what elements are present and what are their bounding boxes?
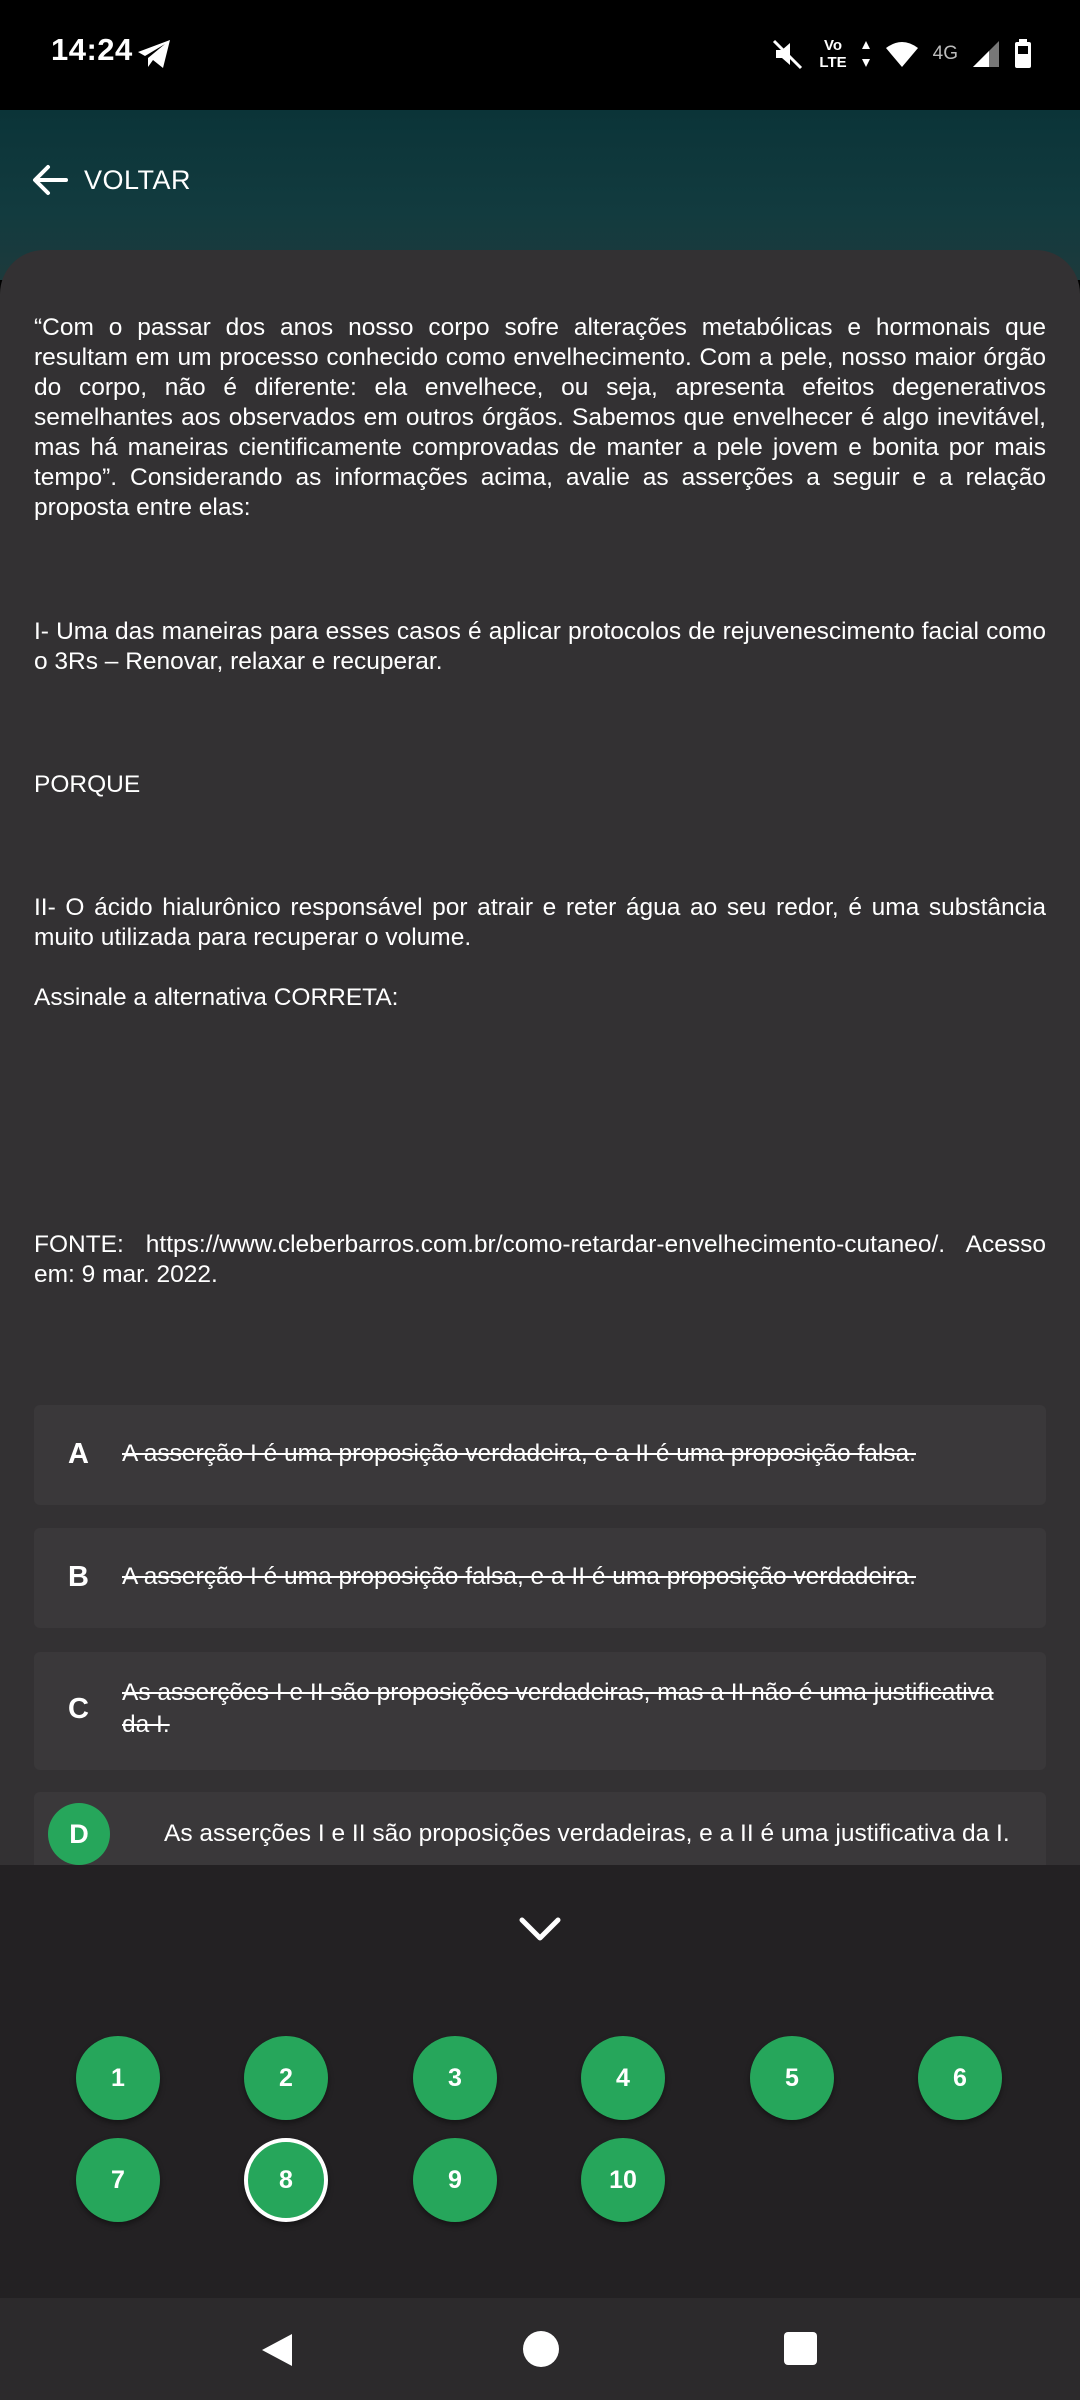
option-c[interactable] — [34, 1652, 1046, 1770]
option-letter: B — [68, 1561, 89, 1593]
option-letter-selected: D — [48, 1803, 110, 1865]
volte-bottom: LTE — [819, 54, 847, 71]
question-button-1[interactable]: 1 — [76, 2036, 160, 2120]
question-nav-panel — [0, 1865, 1080, 2298]
option-b[interactable] — [34, 1528, 1046, 1628]
option-text: A asserção I é uma proposição falsa, e a II é uma proposição verdadeira. — [122, 1563, 916, 1590]
assertion-2: II- O ácido hialurônico responsável por atrair e reter água ao seu redor, é uma substância muito utilizada para recuperar o volume. — [34, 894, 1046, 951]
question-card — [0, 250, 1080, 1865]
network-type: 4G — [932, 43, 958, 64]
question-button-8-current[interactable]: 8 — [244, 2138, 328, 2222]
status-icons — [771, 32, 1032, 76]
question-button-7[interactable]: 7 — [76, 2138, 160, 2222]
back-button[interactable] — [30, 150, 191, 210]
source-text: FONTE: https://www.cleberbarros.com.br/como-retardar-envelhecimento-cutaneo/. Acesso em: 9 mar. 2022. — [34, 1231, 1046, 1288]
assertion-1: I- Uma das maneiras para esses casos é aplicar protocolos de rejuvenescimento facial como o 3Rs – Renovar, relaxar e recuperar. — [34, 618, 1046, 675]
system-recents-icon[interactable] — [784, 2332, 817, 2365]
option-d[interactable] — [34, 1792, 1046, 1865]
question-button-4[interactable]: 4 — [581, 2036, 665, 2120]
question-button-5[interactable]: 5 — [750, 2036, 834, 2120]
wifi-icon — [885, 40, 919, 68]
chevron-down-icon[interactable] — [510, 1908, 570, 1948]
volte-indicator — [819, 37, 846, 71]
arrow-left-icon — [30, 160, 70, 200]
question-intro: “Com o passar dos anos nosso corpo sofre alterações metabólicas e hormonais que resultam em um processo conhecido como envelhecimento. Com a pele, nosso maior órgão do corpo, não é diferente: ela envelhece, ou seja, apresenta efeitos degenerativos semelhantes aos observados em outros órgãos. Sabemos que envelhecer é algo inevitável, mas há maneiras cientificamente comprovadas de manter a pele jovem e bonita por mais tempo”. Considerando as informações acima, avalie as asserções a seguir e a relação proposta entre elas: — [34, 314, 1046, 521]
telegram-icon — [136, 38, 172, 70]
question-button-3[interactable]: 3 — [413, 2036, 497, 2120]
system-home-icon[interactable] — [523, 2331, 559, 2367]
instruction-text: Assinale a alternativa CORRETA: — [34, 984, 399, 1011]
question-button-9[interactable]: 9 — [413, 2138, 497, 2222]
status-time: 14:24 — [51, 32, 133, 67]
question-button-6[interactable]: 6 — [918, 2036, 1002, 2120]
question-button-2[interactable]: 2 — [244, 2036, 328, 2120]
mute-icon — [771, 37, 805, 71]
option-text: As asserções I e II são proposições verdadeiras, mas a II não é uma justificativa da I. — [122, 1679, 994, 1738]
system-navigation-bar — [0, 2298, 1080, 2400]
status-bar — [0, 0, 1080, 110]
option-letter: C — [68, 1693, 89, 1725]
volte-top: Vo — [824, 37, 843, 54]
option-letter: A — [68, 1438, 89, 1470]
option-text: A asserção I é uma proposição verdadeira, e a II é uma proposição falsa. — [122, 1440, 916, 1467]
signal-icon — [972, 40, 1000, 68]
question-button-10[interactable]: 10 — [581, 2138, 665, 2222]
option-a[interactable] — [34, 1405, 1046, 1505]
battery-icon — [1014, 39, 1032, 69]
connector-text: PORQUE — [34, 771, 141, 798]
back-label: VOLTAR — [84, 164, 192, 195]
data-arrows-icon — [861, 39, 871, 69]
option-text: As asserções I e II são proposições verdadeiras, e a II é uma justificativa da I. — [164, 1820, 1010, 1847]
system-back-icon[interactable] — [260, 2332, 294, 2368]
